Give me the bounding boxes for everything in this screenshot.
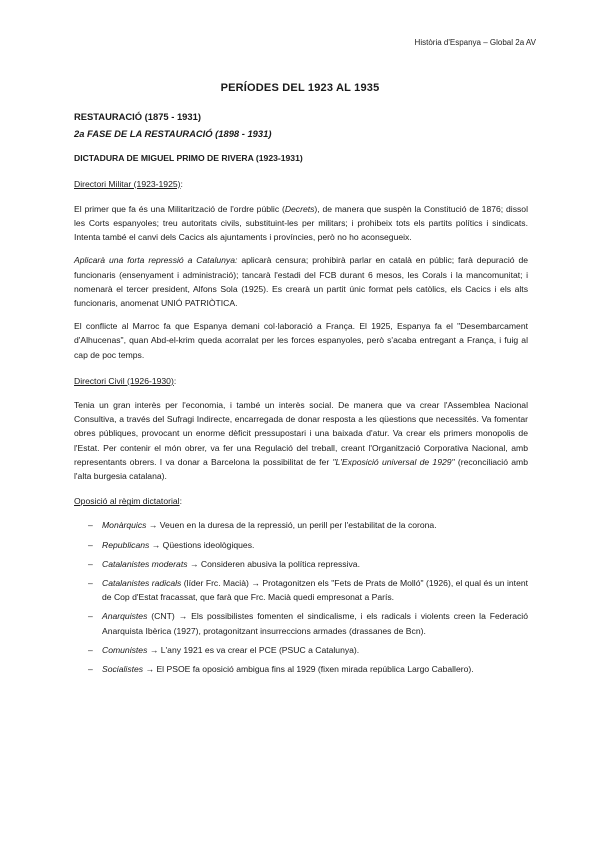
paragraph-marroc: El conflicte al Marroc fa que Espanya demani col·laboració a França. El 1925, Espanya fa el "Desembarcament d'Alhucenas", quan Abd-el-krim queda acorralat per les forces espanyoles, però s'acaba entregant a França, i fuig al cap de poc temps. [74, 321, 528, 360]
heading-segona-fase: 2a FASE DE LA RESTAURACIÓ (1898 - 1931) [74, 128, 272, 140]
document-body [74, 110, 528, 681]
list-dash: – [88, 520, 93, 531]
list-dash: – [88, 664, 93, 675]
heading-dictadura: DICTADURA DE MIGUEL PRIMO DE RIVERA (1923-1931) [74, 153, 303, 164]
section-title-directori-militar: Directori Militar (1923-1925): [74, 178, 183, 189]
opposition-list [74, 518, 528, 676]
opposition-item: – Republicans → Qüestions ideològiques. [74, 538, 528, 552]
opposition-item: – Socialistes → El PSOE fa oposició ambigua fins al 1929 (fixen mirada república Largo Caballero). [74, 662, 528, 676]
paragraph-militaritzacio: El primer que fa és una Militarització de l'ordre públic (Decrets), de manera que suspèn la Constitució de 1876; dissol les Corts espanyoles; treu autoritats civils, substituint-les per militars; i prohibeix tots els partits polítics i sindicats. Intenta també el canvi dels Cacics als ajuntaments i províncies, però no ho aconsegueix. [74, 203, 528, 243]
list-dash: – [88, 558, 93, 569]
heading-restauracio: RESTAURACIÓ (1875 - 1931) [74, 111, 201, 122]
opposition-item: – Comunistes → L'any 1921 es va crear el PCE (PSUC a Catalunya). [74, 643, 528, 657]
page-title: PERÍODES DEL 1923 AL 1935 [220, 82, 380, 94]
paragraph-economia: Tenia un gran interès per l'economia, i també un interès social. De manera que va crear l'Assemblea Nacional Consultiva, a través del Sufragi Indirecte, encarregada de donar resposta a les qüestions que necessités. Va fomentar obres públiques, provocant un enorme dèficit pressupostari i una baixada d'atur. Va crear els primers monopolis de l'Estat. Per contenir el món obrer, va fer una Regulació del treball, creant l'Organització Corporativa Nacional, amb representants obrers. I va donar a Barcelona la possibilitat de fer "L'Exposició universal de 1929" (reconciliació amb l'alta burgesia catalana). [74, 400, 528, 482]
list-dash: – [88, 611, 93, 622]
opposition-item: – Anarquistes (CNT) → Els possibilistes fomenten el sindicalisme, i els radicals i violents creen la Federació Anarquista Ibèrica (1927), protagonitzant insurreccions armades (drassanes de Bcn). [88, 611, 528, 636]
opposition-item: – Catalanistes moderats → Consideren abusiva la política repressiva. [74, 557, 528, 571]
list-dash: – [88, 578, 93, 589]
list-dash: – [88, 539, 93, 550]
page-header: Història d'Espanya – Global 2a AV [414, 38, 536, 47]
opposition-item: – Monàrquics → Veuen en la duresa de la repressió, un perill per l'estabilitat de la corona. [74, 518, 528, 532]
paragraph-repressio-catalunya: Aplicarà una forta repressió a Catalunya: aplicarà censura; prohibirà parlar en català en públic; farà depuració de funcionaris (ensenyament i administració); tancarà l'estadi del FCB durant 6 mesos, les Corals i la mancomunitat; i nomenarà el tercer president, Alfons Sola (1925). Es crearà un partit únic format pels catòlics, els Cacics i els alts funcionaris, anomenat UNIÓ PATRIÒTICA. [74, 255, 529, 309]
opposition-item: – Catalanistes radicals (líder Frc. Macià) → Protagonitzen els "Fets de Prats de Molló" (1926), el qual és un intent de Cop d'Estat fracassat, que farà que Frc. Macià quedi empresonat a París. [88, 578, 529, 603]
list-dash: – [88, 644, 93, 655]
section-title-oposicio: Oposició al règim dictatorial: [74, 496, 182, 507]
section-title-directori-civil: Directori Civil (1926-1930): [74, 375, 177, 386]
